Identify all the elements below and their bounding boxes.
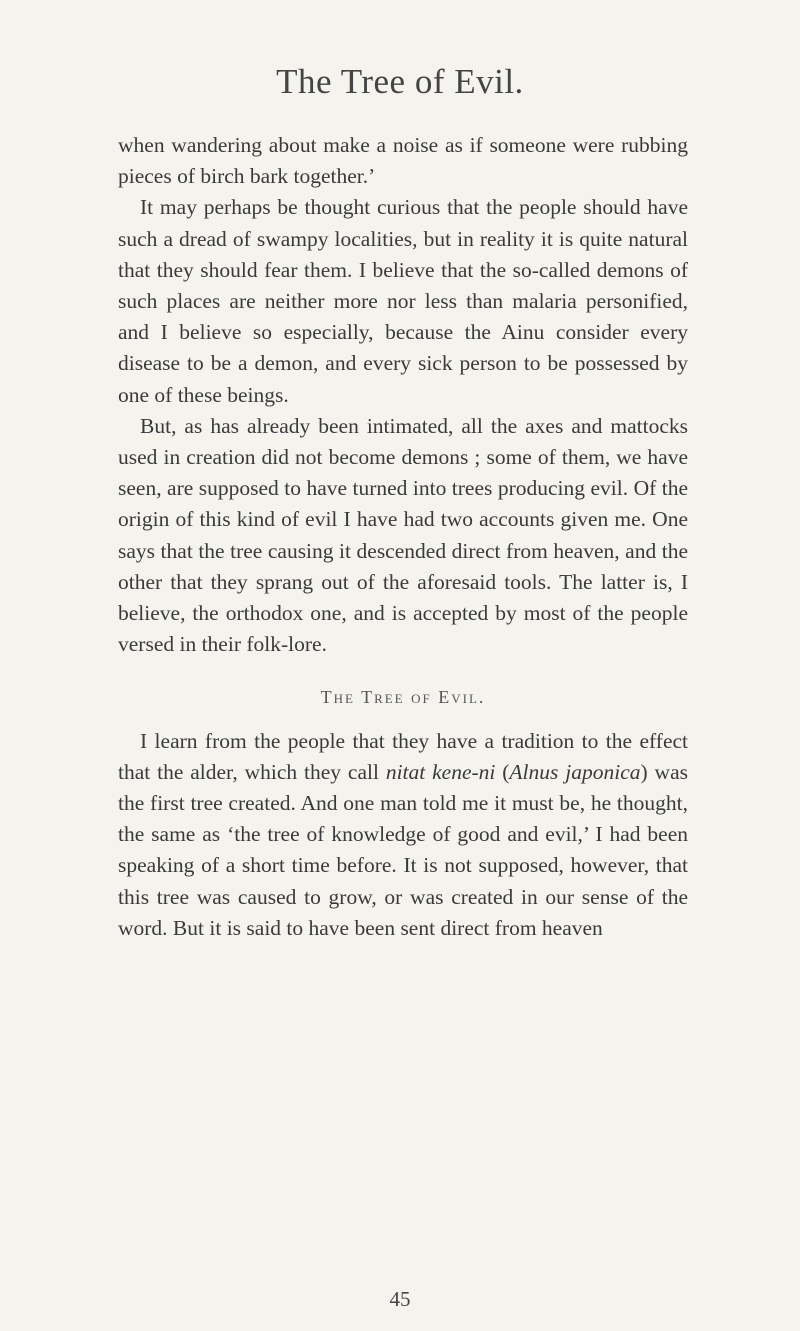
section-heading: The Tree of Evil. [320, 687, 486, 708]
body-text [118, 130, 688, 944]
text-run: ) was the first tree created. And one man told me it must be, he thought, the same as ‘the tree of knowledge of good and evil,’ I had been speaking of a short time before. It is not supposed, however, that this tree was caused to grow, or was created in our sense of the word. But it is said to have been sent direct from heaven [118, 759, 688, 940]
paragraph-axes-and-mattocks: But, as has already been intimated, all the axes and mattocks used in creation did not become demons ; some of them, we have seen, are supposed to have turned into trees producing evil. Of the origin of this kind of evil I have had two accounts given me. One says that the tree causing it descended direct from heaven, and the other that they sprang out of the aforesaid tools. The latter is, I believe, the orthodox one, and is accepted by most of the people versed in their folk-lore. [118, 413, 688, 657]
latin-tree-name: Alnus japonica [509, 759, 641, 784]
text-run: I learn from the people that they have a tradition to the effect that the alder, which they call [118, 728, 688, 784]
page-number: 45 [389, 1287, 411, 1311]
text-run: ( [495, 759, 510, 784]
paragraph-swampy-localities: It may perhaps be thought curious that the people should have such a dread of swampy localities, but in reality it is quite natural that they should fear them. I believe that the so-called demons of such places are neither more nor less than malaria personified, and I believe so especially, because the Ainu consider every disease to be a demon, and every sick person to be possessed by one of these beings. [118, 195, 688, 407]
ainu-tree-name: nitat kene-ni [385, 759, 496, 784]
paragraph-alder-tradition [118, 726, 688, 944]
running-head: The Tree of Evil. [276, 62, 524, 101]
paragraph-continued: when wandering about make a noise as if someone were rubbing pieces of birch bark together.’ [118, 133, 688, 189]
